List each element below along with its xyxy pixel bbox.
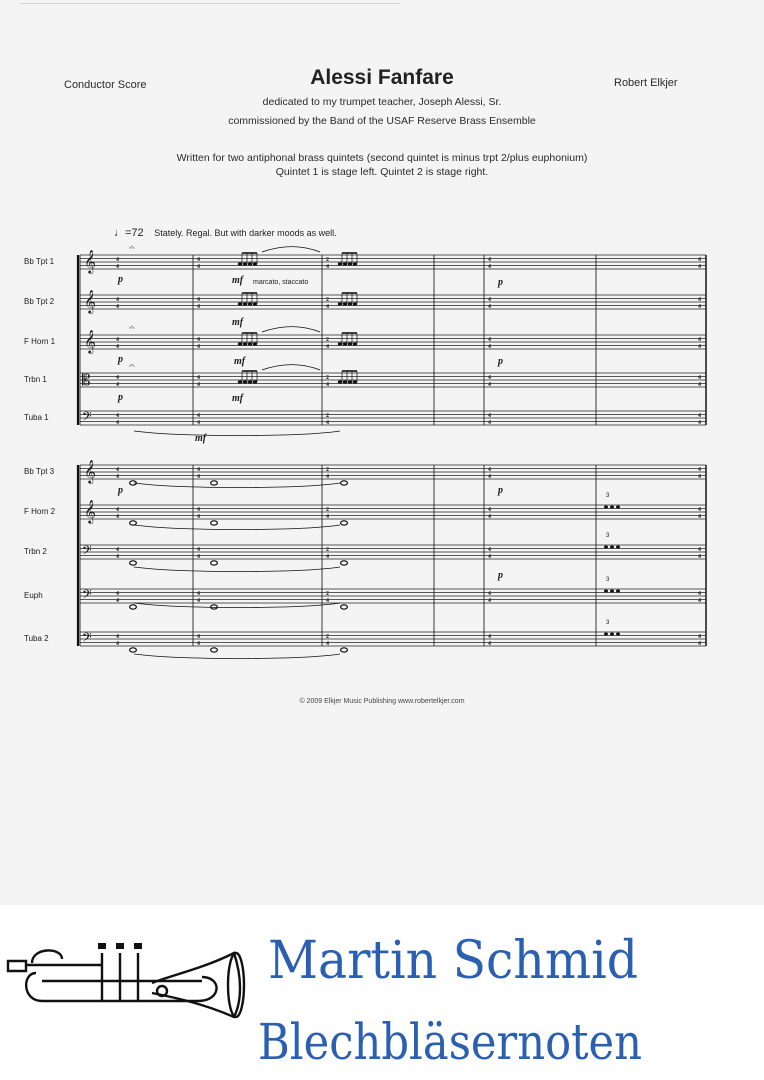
sixteenth-note [348, 302, 352, 305]
sixteenth-note [243, 342, 247, 345]
publisher-logo [0, 905, 764, 1080]
sixteenth-note [253, 262, 257, 265]
dynamic-marking: p [118, 485, 123, 496]
time-signature: 4 [698, 382, 701, 388]
time-signature: 4 [197, 420, 200, 426]
dynamic-marking: mf [195, 433, 207, 444]
time-signature: 4 [116, 420, 119, 426]
time-signature: 4 [197, 474, 200, 480]
instrument-label: Trbn 1 [24, 375, 47, 384]
time-signature: 4 [116, 413, 119, 419]
performance-note-2: Quintet 1 is stage left. Quintet 2 is stage right. [275, 166, 489, 178]
sixteenth-note [353, 262, 357, 265]
expression-text: marcato, staccato [253, 279, 309, 286]
triplet-note [616, 546, 620, 549]
time-signature: 4 [698, 467, 701, 473]
time-signature: 4 [197, 634, 200, 640]
score-title: Alessi Fanfare [310, 66, 454, 89]
triplet-note [604, 590, 608, 593]
tie-curve [134, 654, 340, 659]
time-signature: 4 [116, 474, 119, 480]
sixteenth-note [353, 342, 357, 345]
time-signature: 2 [326, 507, 329, 513]
conductor-score-label: Conductor Score [64, 79, 147, 91]
triplet-marking: 3 [606, 493, 610, 499]
time-signature: 4 [197, 344, 200, 350]
triplet-marking: 3 [606, 620, 610, 626]
time-signature: 4 [197, 641, 200, 647]
time-signature: 4 [116, 337, 119, 343]
fermata-icon: 𝄐 [129, 243, 135, 254]
time-signature: 4 [488, 547, 491, 553]
time-signature: 4 [698, 554, 701, 560]
time-signature: 4 [698, 337, 701, 343]
dynamic-marking: p [498, 570, 503, 581]
time-signature: 4 [698, 297, 701, 303]
bass-clef-icon: 𝄢 [82, 589, 92, 605]
time-signature: 4 [197, 591, 200, 597]
sixteenth-note [353, 302, 357, 305]
sixteenth-note [338, 342, 342, 345]
time-signature: 4 [326, 304, 329, 310]
sixteenth-note [248, 262, 252, 265]
instrument-label: Tuba 1 [24, 413, 49, 422]
sixteenth-note [253, 302, 257, 305]
time-signature: 4 [197, 337, 200, 343]
tie-curve [134, 525, 340, 530]
instrument-label: Euph [24, 591, 43, 600]
time-signature: 4 [116, 467, 119, 473]
whole-note [211, 561, 218, 565]
time-signature: 4 [197, 297, 200, 303]
treble-clef-icon: 𝄞 [84, 251, 96, 273]
time-signature: 4 [488, 375, 491, 381]
time-signature: 4 [326, 344, 329, 350]
commission-line: commissioned by the Band of the USAF Reserve Brass Ensemble [228, 115, 536, 127]
time-signature: 4 [488, 382, 491, 388]
dynamic-marking: mf [232, 275, 244, 286]
time-signature: 4 [326, 420, 329, 426]
trumpet-icon [2, 917, 266, 1027]
triplet-marking: 3 [606, 577, 610, 583]
bass-clef-icon: 𝄢 [82, 632, 92, 648]
time-signature: 2 [326, 467, 329, 473]
tie-curve [134, 567, 340, 572]
sixteenth-note [248, 302, 252, 305]
dynamic-marking: p [118, 274, 123, 285]
composer-name: Robert Elkjer [614, 77, 678, 89]
time-signature: 4 [197, 413, 200, 419]
time-signature: 4 [698, 420, 701, 426]
time-signature: 4 [326, 474, 329, 480]
time-signature: 4 [488, 420, 491, 426]
time-signature: 4 [698, 304, 701, 310]
sixteenth-note [248, 380, 252, 383]
time-signature: 4 [488, 413, 491, 419]
triplet-note [604, 546, 608, 549]
whole-note [341, 648, 348, 652]
triplet-marking: 3 [606, 533, 610, 539]
sixteenth-note [243, 380, 247, 383]
triplet-note [610, 590, 614, 593]
sixteenth-note [338, 302, 342, 305]
triplet-note [616, 506, 620, 509]
time-signature: 4 [116, 547, 119, 553]
time-signature: 4 [488, 297, 491, 303]
time-signature: 2 [326, 634, 329, 640]
treble-clef-icon: 𝄞 [84, 461, 96, 483]
time-signature: 4 [488, 264, 491, 270]
dynamic-marking: mf [232, 393, 244, 404]
time-signature: 4 [488, 591, 491, 597]
time-signature: 4 [197, 547, 200, 553]
sixteenth-note [238, 302, 242, 305]
time-signature: 4 [197, 382, 200, 388]
time-signature: 4 [488, 554, 491, 560]
time-signature: 4 [116, 634, 119, 640]
time-signature: 4 [116, 591, 119, 597]
time-signature: 4 [197, 514, 200, 520]
tempo-text: Stately. Regal. But with darker moods as well. [154, 228, 337, 238]
whole-note [130, 605, 137, 609]
time-signature: 4 [116, 641, 119, 647]
dynamic-marking: mf [234, 356, 246, 367]
dynamic-marking: p [498, 277, 503, 288]
sixteenth-note [348, 380, 352, 383]
instrument-label: F Horn 2 [24, 507, 56, 516]
fermata-icon: 𝄐 [129, 361, 135, 372]
logo-subtitle: Blechbläsernoten [258, 1013, 642, 1071]
dedication-line: dedicated to my trumpet teacher, Joseph Alessi, Sr. [262, 96, 502, 108]
time-signature: 4 [116, 344, 119, 350]
dynamic-marking: p [118, 392, 123, 403]
time-signature: 4 [698, 344, 701, 350]
performance-note-1: Written for two antiphonal brass quintets (second quintet is minus trpt 2/plus euphonium) [176, 152, 588, 164]
time-signature: 2 [326, 547, 329, 553]
time-signature: 4 [698, 474, 701, 480]
sixteenth-note [248, 342, 252, 345]
triplet-note [604, 506, 608, 509]
tie-curve [262, 365, 320, 370]
sixteenth-note [243, 302, 247, 305]
time-signature: 4 [197, 264, 200, 270]
time-signature: 4 [488, 474, 491, 480]
time-signature: 4 [197, 304, 200, 310]
instrument-label: Bb Tpt 3 [24, 467, 55, 476]
time-signature: 4 [116, 598, 119, 604]
time-signature: 4 [116, 257, 119, 263]
time-signature: 4 [326, 514, 329, 520]
time-signature: 4 [488, 514, 491, 520]
dynamic-marking: p [498, 485, 503, 496]
time-signature: 4 [116, 554, 119, 560]
time-signature: 4 [698, 598, 701, 604]
sixteenth-note [348, 262, 352, 265]
time-signature: 4 [698, 264, 701, 270]
time-signature: 4 [326, 554, 329, 560]
time-signature: 4 [488, 598, 491, 604]
time-signature: 4 [488, 257, 491, 263]
time-signature: 4 [116, 264, 119, 270]
sixteenth-note [343, 380, 347, 383]
triplet-note [610, 546, 614, 549]
time-signature: 4 [326, 598, 329, 604]
time-signature: 4 [698, 507, 701, 513]
tie-curve [262, 327, 320, 332]
copyright-notice: © 2009 Elkjer Music Publishing www.robertelkjer.com [299, 698, 465, 705]
time-signature: 4 [197, 257, 200, 263]
whole-note [130, 648, 137, 652]
time-signature: 4 [197, 375, 200, 381]
time-signature: 4 [698, 514, 701, 520]
bass-clef-icon: 𝄢 [82, 411, 92, 427]
time-signature: 2 [326, 297, 329, 303]
time-signature: 4 [488, 634, 491, 640]
time-signature: 2 [326, 591, 329, 597]
time-signature: 4 [116, 507, 119, 513]
treble-clef-icon: 𝄞 [84, 291, 96, 313]
time-signature: 4 [326, 264, 329, 270]
whole-note [130, 561, 137, 565]
sixteenth-note [338, 380, 342, 383]
time-signature: 2 [326, 337, 329, 343]
whole-note [130, 521, 137, 525]
triplet-note [604, 633, 608, 636]
alto-clef-icon: 𝄡 [82, 373, 91, 389]
sixteenth-note [238, 342, 242, 345]
instrument-label: F Horn 1 [24, 337, 56, 346]
time-signature: 2 [326, 257, 329, 263]
time-signature: 4 [197, 467, 200, 473]
time-signature: 4 [488, 467, 491, 473]
time-signature: 4 [488, 641, 491, 647]
time-signature: 4 [488, 507, 491, 513]
triplet-note [610, 506, 614, 509]
time-signature: 4 [488, 344, 491, 350]
instrument-label: Tuba 2 [24, 634, 49, 643]
sixteenth-note [343, 302, 347, 305]
whole-note [211, 521, 218, 525]
time-signature: 2 [326, 413, 329, 419]
time-signature: 4 [488, 304, 491, 310]
metronome-mark: ♩=72 [114, 227, 144, 239]
sixteenth-note [343, 262, 347, 265]
time-signature: 4 [197, 598, 200, 604]
time-signature: 4 [698, 547, 701, 553]
time-signature: 4 [197, 507, 200, 513]
time-signature: 4 [698, 257, 701, 263]
whole-note [211, 481, 218, 485]
sixteenth-note [343, 342, 347, 345]
time-signature: 4 [326, 641, 329, 647]
sixteenth-note [353, 380, 357, 383]
time-signature: 4 [698, 591, 701, 597]
time-signature: 4 [326, 382, 329, 388]
time-signature: 4 [698, 413, 701, 419]
bass-clef-icon: 𝄢 [82, 545, 92, 561]
sixteenth-note [253, 380, 257, 383]
time-signature: 4 [116, 382, 119, 388]
time-signature: 4 [698, 375, 701, 381]
triplet-note [616, 633, 620, 636]
fermata-icon: 𝄐 [129, 323, 135, 334]
time-signature: 4 [116, 514, 119, 520]
time-signature: 4 [698, 634, 701, 640]
whole-note [341, 521, 348, 525]
tie-curve [262, 247, 320, 252]
treble-clef-icon: 𝄞 [84, 331, 96, 353]
sixteenth-note [253, 342, 257, 345]
treble-clef-icon: 𝄞 [84, 501, 96, 523]
tie-curve [134, 603, 340, 608]
whole-note [341, 481, 348, 485]
whole-note [341, 605, 348, 609]
tie-curve [134, 483, 340, 488]
dynamic-marking: mf [232, 317, 244, 328]
time-signature: 4 [116, 375, 119, 381]
sixteenth-note [338, 262, 342, 265]
time-signature: 4 [488, 337, 491, 343]
instrument-label: Trbn 2 [24, 547, 47, 556]
dynamic-marking: p [498, 356, 503, 367]
sixteenth-note [348, 342, 352, 345]
time-signature: 2 [326, 375, 329, 381]
dynamic-marking: p [118, 354, 123, 365]
sixteenth-note [243, 262, 247, 265]
logo-name: Martin Schmid [268, 931, 638, 991]
time-signature: 4 [116, 297, 119, 303]
time-signature: 4 [116, 304, 119, 310]
time-signature: 4 [197, 554, 200, 560]
triplet-note [610, 633, 614, 636]
tie-curve [134, 431, 340, 436]
sixteenth-note [238, 380, 242, 383]
whole-note [341, 561, 348, 565]
triplet-note [616, 590, 620, 593]
whole-note [211, 648, 218, 652]
sixteenth-note [238, 262, 242, 265]
instrument-label: Bb Tpt 1 [24, 257, 55, 266]
instrument-label: Bb Tpt 2 [24, 297, 55, 306]
time-signature: 4 [698, 641, 701, 647]
